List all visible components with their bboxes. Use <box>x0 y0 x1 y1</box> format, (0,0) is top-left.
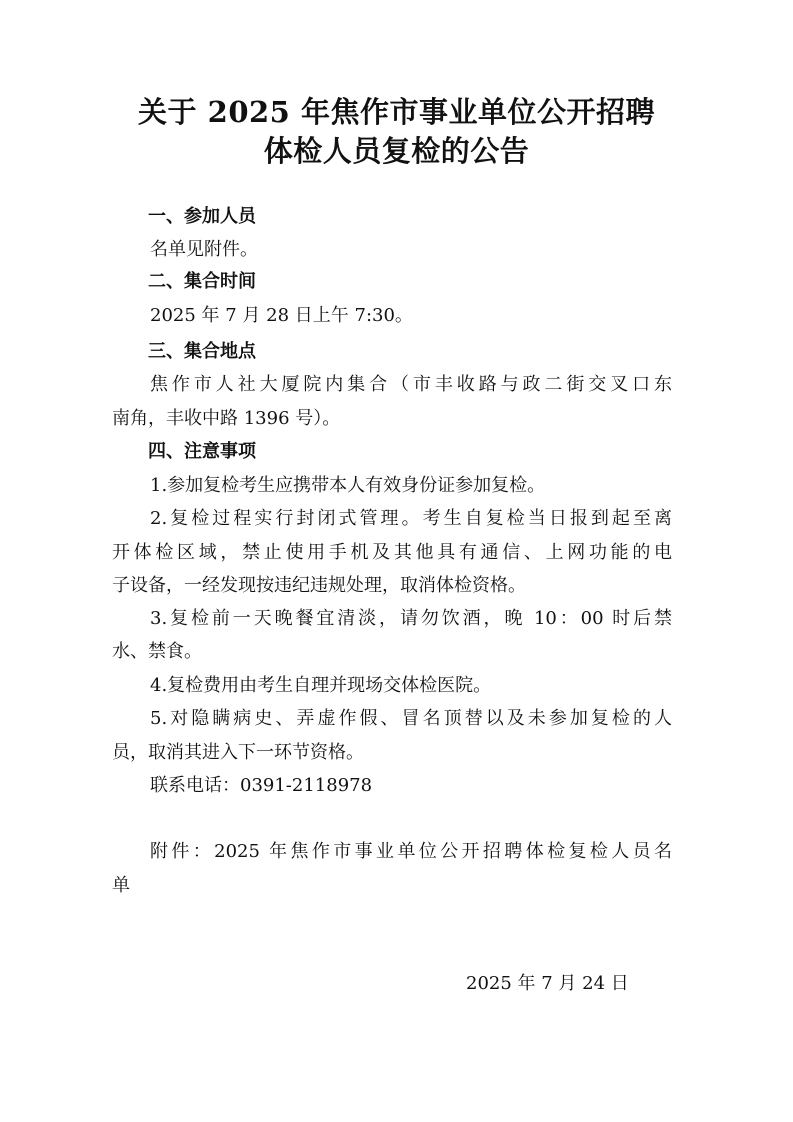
note-2-line-2: 开体检区域，禁止使用手机及其他具有通信、上网功能的电 <box>112 542 672 563</box>
location-text-line-2: 南角，丰收中路 1396 号）。 <box>112 408 341 429</box>
section-heading-time: 二、集合时间 <box>148 271 256 292</box>
note-2-line-3: 子设备，一经发现按违纪违规处理，取消体检资格。 <box>112 575 526 596</box>
attachment-line-2: 单 <box>112 875 130 896</box>
announcement-title-line-1: 关于 2025 年焦作市事业单位公开招聘 <box>138 95 655 129</box>
note-5-line-1: 5.对隐瞒病史、弄虚作假、冒名顶替以及未参加复检的人 <box>150 708 672 729</box>
note-1: 1.参加复检考生应携带本人有效身份证参加复检。 <box>150 475 546 496</box>
gathering-time-text: 2025 年 7 月 28 日上午 7:30。 <box>150 305 413 326</box>
announcement-title-line-2: 体检人员复检的公告 <box>263 134 530 168</box>
note-3-line-2: 水、禁食。 <box>112 641 202 662</box>
location-text-line-1: 焦作市人社大厦院内集合（市丰收路与政二街交叉口东 <box>150 374 672 395</box>
note-4: 4.复检费用由考生自理并现场交体检医院。 <box>150 675 492 696</box>
note-2-line-1: 2.复检过程实行封闭式管理。考生自复检当日报到起至离 <box>150 508 672 529</box>
section-heading-location: 三、集合地点 <box>148 341 256 362</box>
participants-text: 名单见附件。 <box>150 239 258 260</box>
issue-date: 2025 年 7 月 24 日 <box>466 973 629 994</box>
section-heading-participants: 一、参加人员 <box>148 206 256 227</box>
contact-phone: 联系电话：0391-2118978 <box>150 775 373 796</box>
note-5-line-2: 员，取消其进入下一环节资格。 <box>112 742 364 763</box>
attachment-line-1: 附件：2025 年焦作市事业单位公开招聘体检复检人员名 <box>150 841 672 862</box>
note-3-line-1: 3.复检前一天晚餐宜清淡，请勿饮酒，晚 10：00 时后禁 <box>150 608 672 629</box>
section-heading-notes: 四、注意事项 <box>148 441 256 462</box>
